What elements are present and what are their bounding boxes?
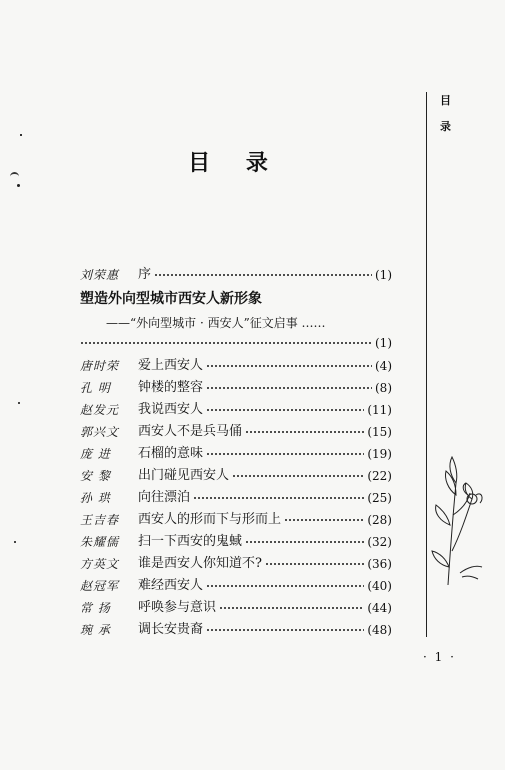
toc-title: 西安人的形而下与形而上 xyxy=(138,512,282,527)
toc-page-number: (36) xyxy=(367,557,392,571)
dot-leader xyxy=(219,607,364,609)
toc-title: 序 xyxy=(138,267,152,282)
toc-title: 呼唤参与意识 xyxy=(138,600,217,615)
toc-subtitle: ——“外向型城市 · 西安人”征文启事 …… xyxy=(106,316,326,330)
toc-title: 我说西安人 xyxy=(138,402,204,417)
toc-entry[interactable] xyxy=(80,401,392,419)
dot-leader xyxy=(206,453,364,455)
toc-page-number: (19) xyxy=(367,447,392,461)
dot-leader xyxy=(232,475,364,477)
dot-leader xyxy=(206,629,364,631)
page-number: · 1 · xyxy=(423,650,456,664)
toc-page-number: (44) xyxy=(367,601,392,615)
dot-leader xyxy=(284,519,364,521)
scan-speck xyxy=(14,541,16,543)
toc-page-number: (1) xyxy=(375,268,392,282)
toc-entry[interactable] xyxy=(80,467,392,485)
toc-author: 唐时荣 xyxy=(80,359,120,373)
toc-entry[interactable] xyxy=(80,423,392,441)
dot-leader xyxy=(206,365,372,367)
toc-entry[interactable] xyxy=(80,577,392,595)
toc-author: 郭兴文 xyxy=(80,425,120,439)
toc-author: 赵冠军 xyxy=(80,579,120,593)
side-header-char: 目 xyxy=(440,94,451,107)
toc-page-number: (11) xyxy=(367,403,392,417)
dot-leader xyxy=(206,409,364,411)
page-title: 目 录 xyxy=(188,151,282,176)
toc-entry[interactable] xyxy=(80,599,392,617)
toc-author: 朱耀儒 xyxy=(80,535,120,549)
toc-title: 出门碰见西安人 xyxy=(138,468,230,483)
scan-speck xyxy=(17,184,20,187)
toc-title: 谁是西安人你知道不? xyxy=(138,556,262,571)
dot-leader xyxy=(265,563,364,565)
toc-continuation xyxy=(80,334,392,352)
dot-leader xyxy=(206,585,364,587)
toc-title: 爱上西安人 xyxy=(138,358,204,373)
toc-title: 调长安贵裔 xyxy=(138,622,204,637)
toc-entry[interactable] xyxy=(80,357,392,375)
toc-page-number: (40) xyxy=(367,579,392,593)
dot-leader xyxy=(245,431,364,433)
toc-entry[interactable] xyxy=(80,489,392,507)
flower-illustration xyxy=(426,455,488,587)
toc-page-number: (48) xyxy=(367,623,392,637)
dot-leader xyxy=(154,274,372,276)
dot-leader xyxy=(80,342,372,344)
toc-title: 扫一下西安的鬼蜮 xyxy=(138,534,243,549)
toc-author: 琬 承 xyxy=(80,623,111,637)
scan-speck xyxy=(20,134,22,136)
toc-author: 常 扬 xyxy=(80,601,111,615)
toc-title: 石榴的意味 xyxy=(138,446,204,461)
dot-leader xyxy=(245,541,364,543)
toc-author: 孔 明 xyxy=(80,381,111,395)
toc-author: 安 黎 xyxy=(80,469,111,483)
toc-entry[interactable] xyxy=(80,511,392,529)
toc-author: 庞 进 xyxy=(80,447,111,461)
toc-author: 方英文 xyxy=(80,557,120,571)
dot-leader xyxy=(193,497,364,499)
toc-title: 钟楼的整容 xyxy=(138,380,204,395)
toc-page-number: (4) xyxy=(375,359,392,373)
toc-page-number: (32) xyxy=(367,535,392,549)
toc-page-number: (1) xyxy=(375,336,392,350)
toc-entry[interactable] xyxy=(80,445,392,463)
toc-page-number: (8) xyxy=(375,381,392,395)
side-header-char: 录 xyxy=(440,120,451,133)
toc-page-number: (25) xyxy=(367,491,392,505)
dot-leader xyxy=(206,387,372,389)
toc-page-number: (15) xyxy=(367,425,392,439)
scan-speck xyxy=(18,402,20,404)
toc-entry[interactable] xyxy=(80,533,392,551)
toc-author: 赵发元 xyxy=(80,403,120,417)
toc-author: 王吉春 xyxy=(80,513,120,527)
toc-entry[interactable] xyxy=(80,266,392,284)
toc-title: 难经西安人 xyxy=(138,578,204,593)
toc-author: 刘荣惠 xyxy=(80,268,120,282)
toc-page-number: (28) xyxy=(367,513,392,527)
toc-section-heading[interactable]: 塑造外向型城市西安人新形象 xyxy=(80,291,262,307)
toc-entry[interactable] xyxy=(80,555,392,573)
toc-entry[interactable] xyxy=(80,379,392,397)
toc-entry[interactable] xyxy=(80,621,392,639)
toc-title: 向往漂泊 xyxy=(138,490,191,505)
toc-author: 孙 珙 xyxy=(80,491,111,505)
toc-page-number: (22) xyxy=(367,469,392,483)
toc-title: 西安人不是兵马俑 xyxy=(138,424,243,439)
